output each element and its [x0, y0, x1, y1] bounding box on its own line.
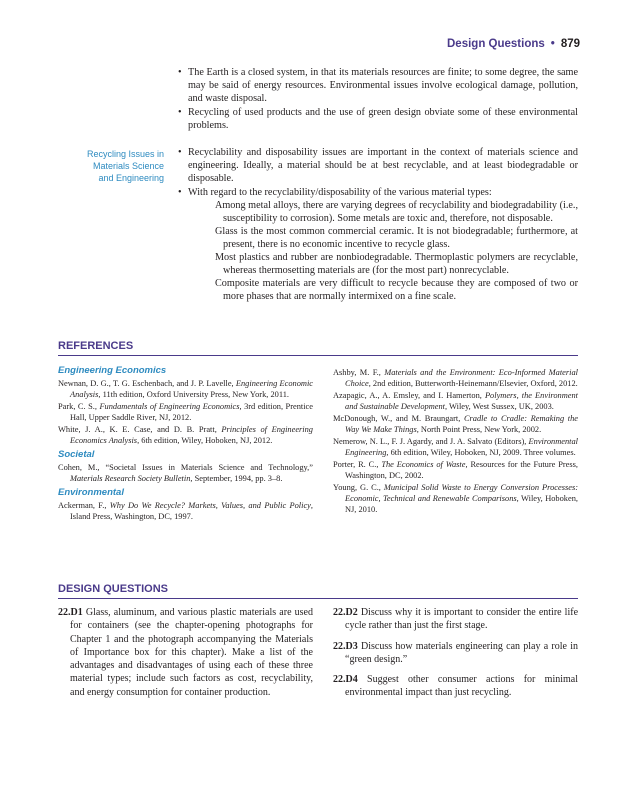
- reference-item: Azapagic, A., A. Emsley, and I. Hamerton, Polymers, the Environment and Sustainable Development, Wiley, West Sussex, UK, 2003.: [333, 391, 578, 411]
- references-left-column: [58, 365, 313, 523]
- references-right-column: [333, 367, 578, 516]
- margin-note-line: Materials Science: [92, 161, 164, 171]
- sub-item: Among metal alloys, there are varying degrees of recyclability and biodegradability (i.e., susceptibility to corrosion). Some metals are toxic and, therefore, not disposable.: [215, 200, 578, 224]
- reference-item: Cohen, M., “Societal Issues in Materials Science and Technology,” Materials Research Society Bulletin, September, 1994, pp. 3–8.: [58, 463, 313, 483]
- header-section-title: Design Questions: [447, 38, 545, 50]
- subheading-environmental: Environmental: [58, 487, 124, 498]
- reference-item: Ackerman, F., Why Do We Recycle? Markets, Values, and Public Policy, Island Press, Washington, DC, 1997.: [58, 501, 313, 521]
- subheading-engineering-economics: Engineering Economics: [58, 365, 167, 376]
- references-heading: REFERENCES: [58, 340, 134, 352]
- design-question: [333, 640, 578, 667]
- reference-item: Park, C. S., Fundamentals of Engineering Economics, 3rd edition, Prentice Hall, Upper Saddle River, NJ, 2012.: [58, 402, 313, 422]
- summary-bullets-recycling: [178, 146, 578, 304]
- margin-note-line: Recycling Issues in: [86, 149, 164, 159]
- bullet-item: • The Earth is a closed system, in that its materials resources are finite; to some degree, the same may be said of energy resources. Environmental issues involve ecological damage, pollution, and waste disposal.: [178, 66, 578, 105]
- reference-item: Nemerow, N. L., F. J. Agardy, and J. A. Salvato (Editors), Environmental Engineering, 6th edition, Wiley, Hoboken, NJ, 2009. Three volumes.: [333, 437, 578, 457]
- bullet-text: With regard to the recyclability/disposability of the various material types:: [188, 187, 492, 198]
- design-question: [333, 673, 578, 700]
- design-question: [333, 606, 578, 633]
- question-number: 22.D2: [333, 607, 358, 618]
- summary-bullets-top: [178, 66, 578, 133]
- sub-item: Composite materials are very difficult to recycle because they are composed of two or more phases that are normally intermixed on a fine scale.: [215, 278, 578, 302]
- references-rule: [58, 355, 578, 356]
- question-number: 22.D3: [333, 640, 358, 652]
- question-text: Discuss how materials engineering can play a role in “green design.”: [345, 640, 579, 665]
- reference-item: Porter, R. C., The Economics of Waste, Resources for the Future Press, Washington, DC, 2002.: [333, 460, 578, 480]
- question-text: Suggest other consumer actions for minimal environmental impact than just recycling.: [345, 674, 578, 699]
- bullet-item: • Recycling of used products and the use of green design obviate some of these environmental problems.: [178, 106, 578, 132]
- question-number: 22.D1: [58, 607, 83, 618]
- running-header: [447, 38, 580, 50]
- question-text: Discuss why it is important to consider the entire life cycle rather than just the first stage.: [345, 607, 579, 632]
- reference-item: White, J. A., K. E. Case, and D. B. Pratt, Principles of Engineering Economics Analysis, 6th edition, Wiley, Hoboken, NJ, 2012.: [58, 425, 313, 445]
- reference-item: McDonough, W., and M. Braungart, Cradle to Cradle: Remaking the Way We Make Things, North Point Press, New York, 2002.: [333, 414, 578, 434]
- page-number: 879: [560, 38, 580, 50]
- sub-item: Most plastics and rubber are nonbiodegradable. Thermoplastic polymers are recyclable, whereas thermosetting materials are (for the most part) nonrecyclable.: [215, 252, 578, 276]
- design-questions-left-column: [58, 606, 313, 706]
- subheading-societal: Societal: [58, 449, 95, 460]
- header-separator: •: [550, 38, 555, 50]
- question-number: 22.D4: [333, 674, 358, 686]
- design-questions-heading: DESIGN QUESTIONS: [58, 583, 169, 595]
- design-question: [58, 606, 313, 699]
- design-questions-right-column: [333, 606, 578, 707]
- question-text: Glass, aluminum, and various plastic materials are used for containers (see the chapter-opening photographs for Chapter 1 and the photograph accompanying the Materials of Importance box for this chapter). Make a list of the advantages and disadvantages of using each of these three material types; include such factors as cost, recyclability, and energy consumption for container production.: [70, 607, 313, 698]
- design-questions-rule: [58, 598, 578, 599]
- bullet-item: • Recyclability and disposability issues are important in the context of materials science and engineering. Ideally, a material should be at best recyclable, and at least biodegradable or disposable.: [178, 146, 578, 185]
- bullet-item: [178, 186, 578, 303]
- reference-item: Young, G. C., Municipal Solid Waste to Energy Conversion Processes: Economic, Technical and Renewable Comparisons, Wiley, Hoboken, NJ, 2010.: [333, 483, 578, 514]
- sub-item: Glass is the most common commercial ceramic. It is not biodegradable; furthermore, at present, there is no economic incentive to recycle glass.: [215, 226, 578, 250]
- margin-note: [78, 148, 164, 184]
- margin-note-line: and Engineering: [98, 173, 164, 183]
- reference-item: Newnan, D. G., T. G. Eschenbach, and J. P. Lavelle, Engineering Economic Analysis, 11th edition, Oxford University Press, New York, 2011.: [58, 379, 313, 399]
- reference-item: Ashby, M. F., Materials and the Environment: Eco-Informed Material Choice, 2nd edition, Butterworth-Heinemann/Elsevier, Oxford, 2012.: [333, 368, 578, 388]
